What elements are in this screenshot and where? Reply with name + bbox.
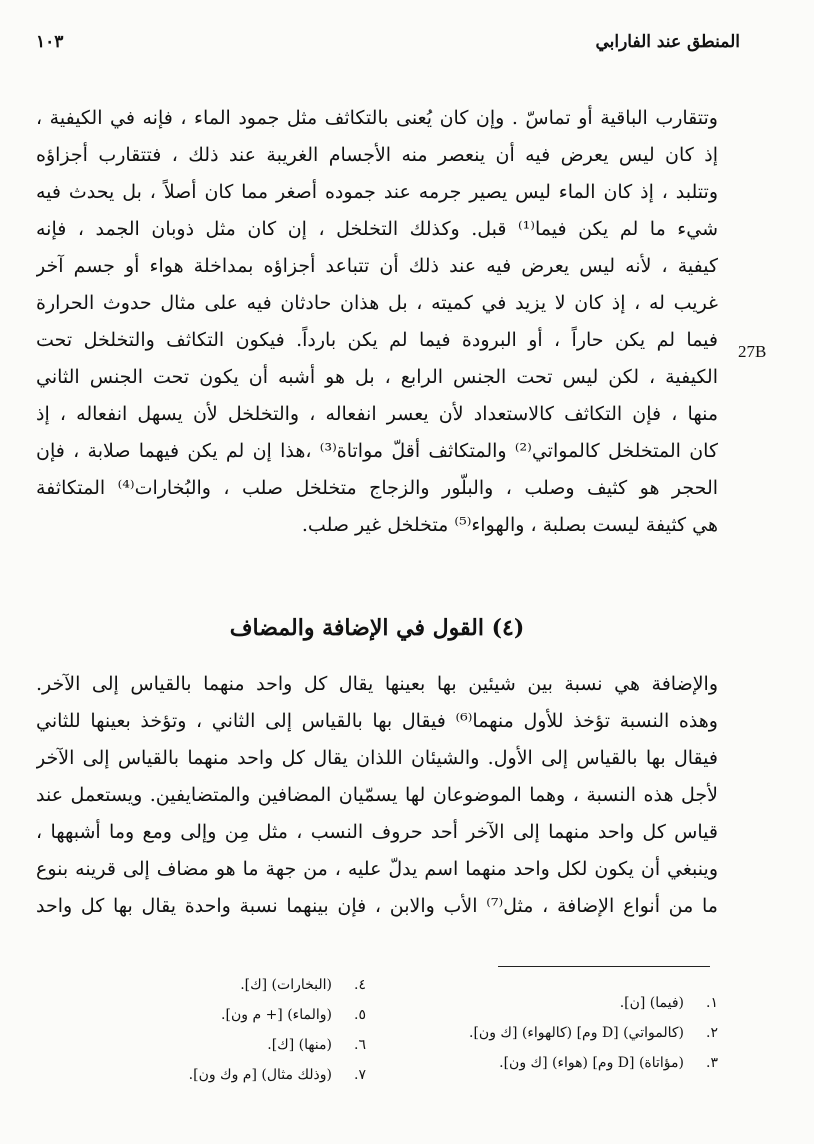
- page-number: ١٠٣: [36, 32, 64, 52]
- text-line: ما من أنواع الإضافة ، مثل⁽⁷⁾ الأب والابن ، فإن بينهما نسبة واحدة يقال بها كل واحد: [36, 895, 718, 917]
- footnote-divider: [498, 966, 710, 967]
- running-header: [36, 32, 740, 52]
- margin-folio-note: 27B: [738, 342, 767, 361]
- footnote-text: (مؤاتاة) [D وم] (هواء) [ك ون].: [499, 1055, 684, 1071]
- footnote-item: [36, 1060, 366, 1090]
- text-line: شيء ما لم يكن فيما⁽¹⁾ قبل. وكذلك التخلخل ، إن كان مثل ذوبان الجمد ، فإنه: [36, 218, 718, 240]
- section-heading: (٤) القول في الإضافة والمضاف: [229, 615, 525, 641]
- running-title: المنطق عند الفارابي: [595, 32, 740, 52]
- footnote-number: ٢.: [706, 1025, 718, 1041]
- footnote-text: (فيما) [ن].: [619, 995, 684, 1011]
- text-line: وتتقارب الباقية أو تماسّ . وإن كان يُعنى بالتكاثف مثل جمود الماء ، فإنه في الكيفية ،: [36, 107, 718, 129]
- text-line: قياس كل واحد منهما إلى الآخر أحد حروف النسب ، مثل مِن وإلى ومع وما أشبهها ،: [36, 821, 718, 843]
- footnote-text: (منها) [ك].: [267, 1037, 332, 1053]
- footnote-text: (البخارات) [ك].: [240, 977, 332, 993]
- footnote-text: (والماء) [+ م ون].: [221, 1007, 332, 1023]
- footnote-text: (كالمواتي) [D وم] (كالهواء) [ك ون].: [469, 1025, 684, 1041]
- text-line: منها ، فإن التكاثف كالاستعداد لأن يعسر انفعاله ، والتخلخل لأن يسهل انفعاله ، إذ: [36, 403, 718, 425]
- text-line: فيقال بها بالقياس إلى الأول. والشيئان اللذان يقال كل واحد منهما بالقياس إلى الآخر: [36, 747, 718, 769]
- text-line: وهذه النسبة تؤخذ للأول منهما⁽⁶⁾ فيقال بها بالقياس إلى الثاني ، وتؤخذ بعينها للثاني: [36, 710, 718, 732]
- text-line: والإضافة هي نسبة بين شيئين بها بعينها يقال كل واحد منهما بالقياس إلى الآخر.: [36, 673, 718, 695]
- footnote-item: [36, 1000, 366, 1030]
- footnote-number: ٧.: [354, 1067, 366, 1083]
- footnote-number: ٣.: [706, 1055, 718, 1071]
- text-line: وينبغي أن يكون لكل واحد منهما اسم يدلّ عليه ، من جهة ما هو مضاف إلى قرينه بنوع: [36, 858, 718, 880]
- text-line: لأجل هذه النسبة ، وهما الموضوعان لها يسمّيان المضافين والمتضايفين. ويستعمل عند: [36, 784, 718, 806]
- text-line: كيفية ، لأنه ليس يعرض فيه عند ذلك أن تتباعد أجزاؤه بمداخلة هواء أو جسم آخر: [36, 255, 718, 277]
- text-line: وتتلبد ، إذ كان الماء ليس يصير جرمه عند جموده أصغر مما كان أصلاً ، بل يحدث فيه: [36, 181, 718, 203]
- footnote-item: [36, 970, 366, 1000]
- footnotes-column-right: [388, 970, 718, 1078]
- footnotes-column-left: [36, 970, 366, 1090]
- footnote-number: ١.: [706, 995, 718, 1011]
- text-line: إذ كان ليس يعرض فيه أن ينعصر منه الأجسام الغريبة عند ذلك ، فتتقارب أجزاؤه: [36, 144, 718, 166]
- paragraph-1: [36, 100, 718, 544]
- text-line: هي كثيفة ليست بصلبة ، والهواء⁽⁵⁾ متخلخل غير صلب.: [301, 514, 718, 536]
- footnote-item: [36, 1030, 366, 1060]
- paragraph-2: [36, 666, 718, 925]
- text-line: فيما لم يكن حاراً ، أو البرودة فيما لم يكن بارداً. فيكون التكاثف والتخلخل تحت: [36, 329, 718, 351]
- footnote-item: [388, 1048, 718, 1078]
- footnote-number: ٥.: [354, 1007, 366, 1023]
- footnote-text: (وذلك مثال) [م وك ون].: [188, 1067, 332, 1083]
- text-line: الحجر هو كثيف وصلب ، والبلّور والزجاج متخلخل صلب ، والبُخارات⁽⁴⁾ المتكاثفة: [36, 477, 718, 499]
- footnote-number: ٤.: [354, 977, 366, 993]
- text-line: غريب له ، إذ كان لا يزيد في كميته ، بل هذان حادثان فيه على مثال حدوث الحرارة: [36, 292, 718, 314]
- footnote-item: [388, 1018, 718, 1048]
- footnote-item: [388, 988, 718, 1018]
- footnote-number: ٦.: [354, 1037, 366, 1053]
- text-line: الكيفية ، لكن ليس تحت الجنس الرابع ، بل هو أشبه أن يكون تحت الجنس الثاني: [36, 366, 718, 388]
- text-line: كان المتخلخل كالمواتي⁽²⁾ والمتكاثف أقلّ مواتاة⁽³⁾ ،هذا إن لم يكن فيهما صلابة ، فإن: [36, 440, 718, 462]
